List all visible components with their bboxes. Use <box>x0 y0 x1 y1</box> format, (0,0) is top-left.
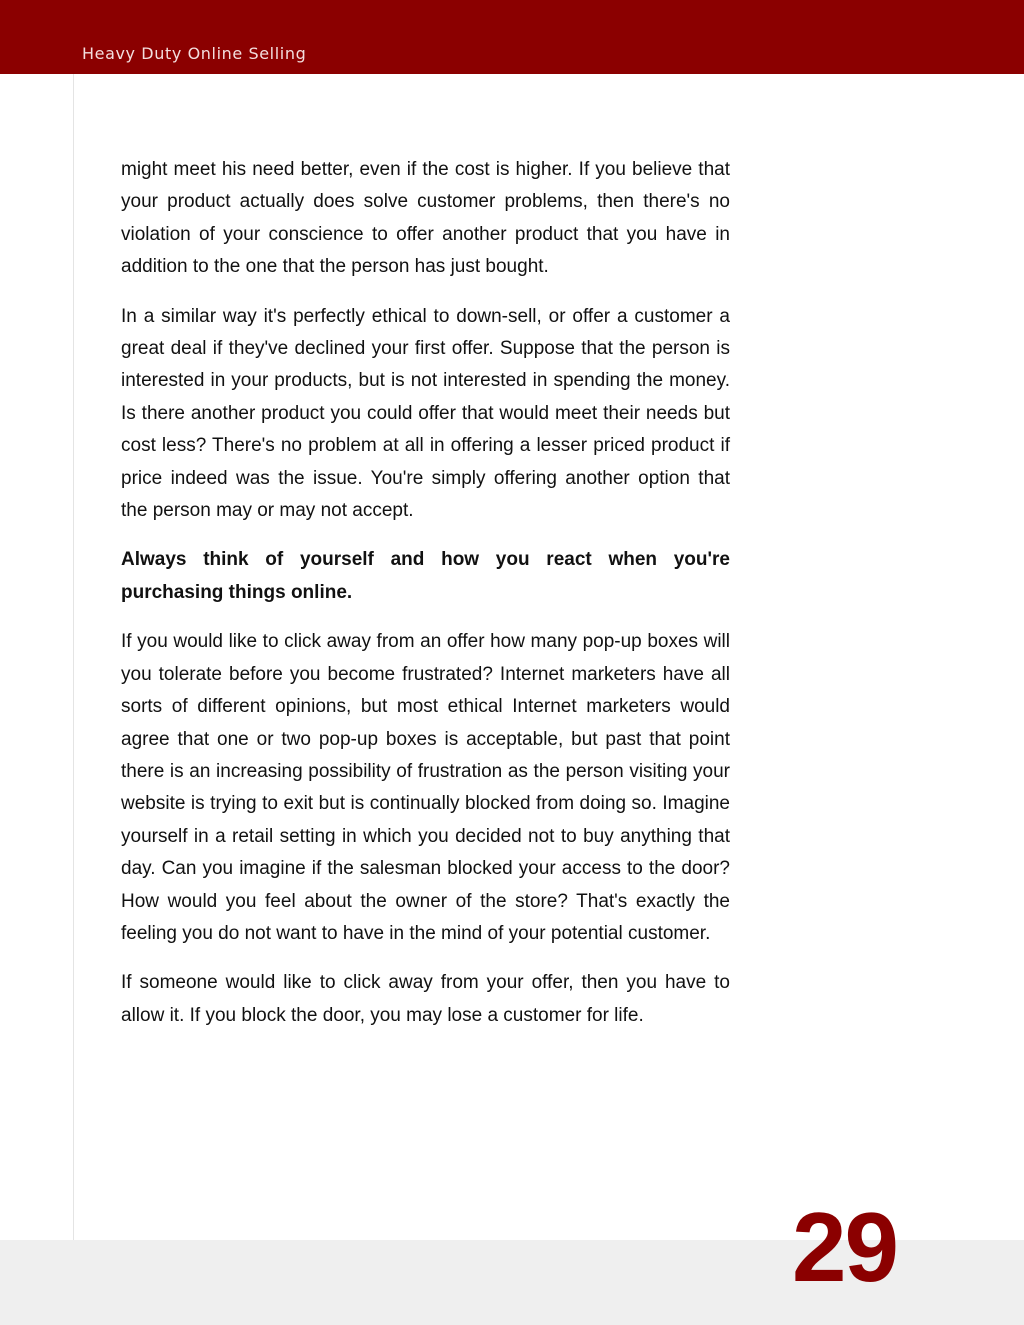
margin-rule <box>73 74 74 1240</box>
paragraph-upsell-conclusion: might meet his need better, even if the cost is higher. If you believe that your product actually does solve customer problems, then there's no violation of your conscience to offer another product that you have in addition to the one that the person has just bought. <box>121 159 730 278</box>
page-number: 29 <box>792 1192 898 1302</box>
bold-callout: Always think of yourself and how you react when you're purchasing things online. <box>121 549 730 603</box>
paragraph-pop-up-boxes: If you would like to click away from an offer how many pop-up boxes will you tolerate before you become frustrated? Internet marketers have all sorts of different opinions, but most ethical Internet marketers would agree that one or two pop-up boxes is acceptable, but past that point there is an increasing possibility of frustration as the person visiting your website is trying to exit but is continually blocked from doing so. Imagine yourself in a retail setting in which you decided not to buy anything that day. Can you imagine if the salesman blocked your access to the door? How would you feel about the owner of the store? That's exactly the feeling you do not want to have in the mind of your potential customer. <box>121 631 730 944</box>
body-text <box>121 154 730 1049</box>
header-title: Heavy Duty Online Selling <box>82 44 307 63</box>
paragraph-click-away: If someone would like to click away from your offer, then you have to allow it. If you block the door, you may lose a customer for life. <box>121 972 730 1026</box>
page-header <box>0 0 1024 74</box>
paragraph-down-sell: In a similar way it's perfectly ethical to down-sell, or offer a customer a great deal if they've declined your first offer. Suppose that the person is interested in your products, but is not interested in spending the money. Is there another product you could offer that would meet their needs but cost less? There's no problem at all in offering a lesser priced product if price indeed was the issue. You're simply offering another option that the person may or may not accept. <box>121 305 730 522</box>
